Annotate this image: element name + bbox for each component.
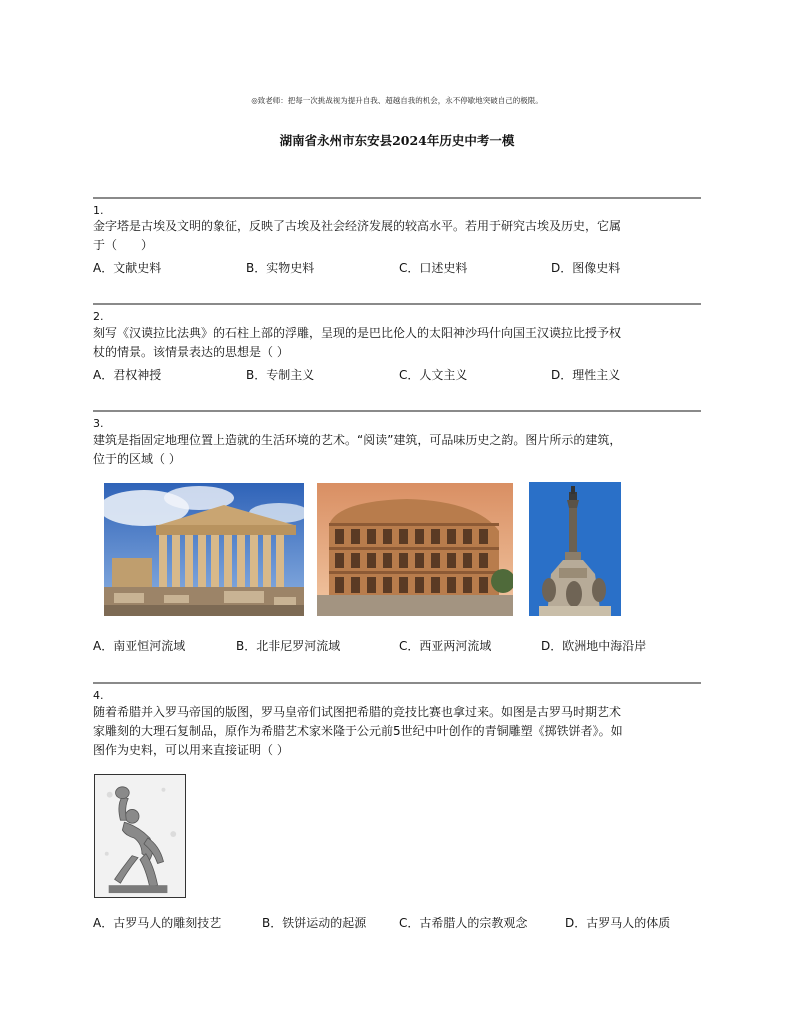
discobolus-statue-photo [94,774,186,898]
question-number: 4. [93,689,104,702]
question-stem [93,217,701,255]
motto-text: ◎致老师：把每一次挑战视为提升自我、超越自我的机会，永不停歇地突破自己的极限。 [251,96,543,105]
option-a[interactable]: A．文献史料 [93,261,162,275]
question-stem [93,703,701,760]
option-c[interactable]: C．古希腊人的宗教观念 [399,916,528,930]
option-c[interactable]: C．口述史料 [399,261,468,275]
option-c[interactable]: C．人文主义 [399,368,468,382]
divider [93,303,701,305]
stem-line: 图作为史料，可以用来直接证明（ ） [93,743,289,757]
option-b[interactable]: B．北非尼罗河流域 [236,639,341,653]
option-a[interactable]: A．古罗马人的雕刻技艺 [93,916,222,930]
page-title: 湖南省永州市东安县2024年历史中考一模 [279,133,515,148]
stem-line: 位于的区域（ ） [93,452,181,466]
option-b[interactable]: B．实物史料 [246,261,315,275]
question-number: 3. [93,417,104,430]
option-d[interactable]: D．图像史料 [551,261,621,275]
parthenon-photo [104,483,304,616]
question-number: 1. [93,204,104,217]
colosseum-photo [317,483,513,616]
divider [93,682,701,684]
option-b[interactable]: B．铁饼运动的起源 [262,916,367,930]
question-number: 2. [93,310,104,323]
divider [93,197,701,199]
stem-line: 杖的情景。该情景表达的思想是（ ） [93,345,289,359]
option-d[interactable]: D．古罗马人的体质 [565,916,671,930]
option-d[interactable]: D．欧洲地中海沿岸 [541,639,647,653]
stem-line: 刻写《汉谟拉比法典》的石柱上部的浮雕，呈现的是巴比伦人的太阳神沙玛什向国王汉谟拉比授予权 [93,326,622,340]
option-c[interactable]: C．西亚两河流域 [399,639,492,653]
option-a[interactable]: A．南亚恒河流域 [93,639,186,653]
question-stem [93,324,701,362]
stem-line: 金字塔是古埃及文明的象征，反映了古埃及社会经济发展的较高水平。若用于研究古埃及历史，它属 [93,219,622,233]
column-monument-photo [529,482,621,616]
stem-line: 随着希腊并入罗马帝国的版图，罗马皇帝们试图把希腊的竞技比赛也拿过来。如图是古罗马时期艺术 [93,705,622,719]
stem-line: 于（ ） [93,238,154,252]
stem-line: 建筑是指固定地理位置上造就的生活环境的艺术。“阅读”建筑，可品味历史之韵。图片所示的建筑， [93,433,622,447]
option-d[interactable]: D．理性主义 [551,368,621,382]
option-a[interactable]: A．君权神授 [93,368,162,382]
option-b[interactable]: B．专制主义 [246,368,315,382]
divider [93,410,701,412]
question-stem [93,431,701,469]
stem-line: 家雕刻的大理石复制品，原作为希腊艺术家米隆于公元前5世纪中叶创作的青铜雕塑《掷铁饼者》。如 [93,724,623,738]
